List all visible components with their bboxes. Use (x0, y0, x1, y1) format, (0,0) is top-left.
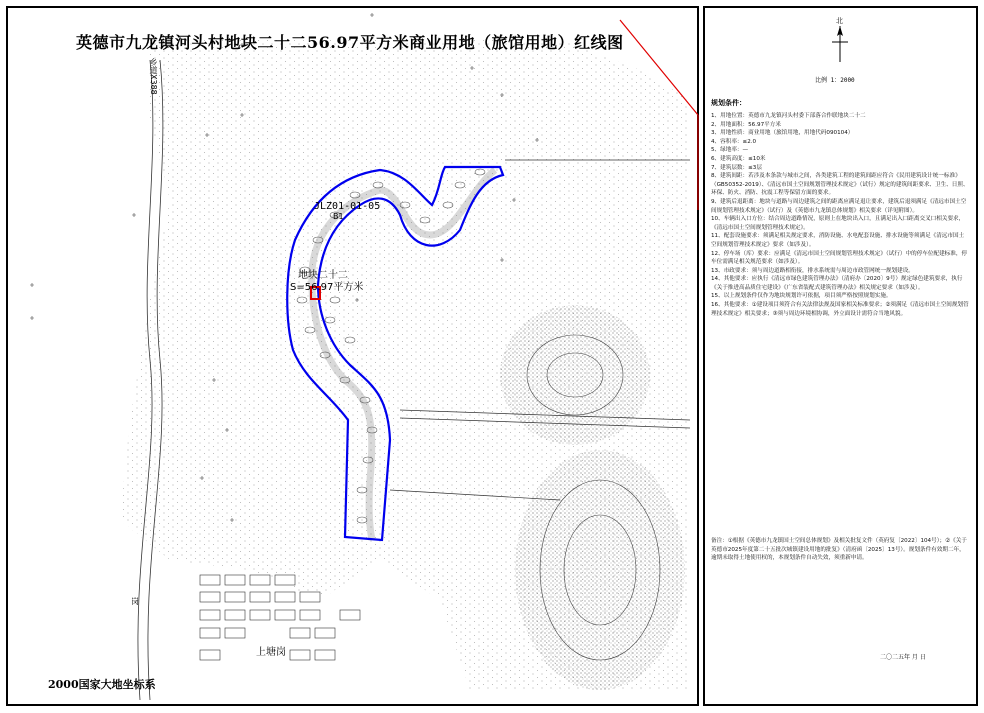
condition-item: 6、建筑高度：≤10米 (711, 155, 766, 162)
condition-item: 16、其他要求：①建设项目须符合有关法律法规及国家相关标准要求；②须满足《清远市国土空间规划管理技术规定》相关要求；③须与周边环境相协调，外立面设计需符合当地风貌。 (711, 302, 969, 317)
condition-item: 12、停车场（库）要求：应满足《清远市国土空间规划管理技术规定》（试行）中的停车位配建标准，停车位需满足相关规范要求（如涉及）。 (711, 250, 968, 266)
condition-item: 5、绿地率：— (711, 147, 749, 154)
condition-item: 14、其他要求：应执行《清远市绿色建筑管理办法》（清府办〔2020〕9号）规定绿色建筑要求，执行《关于推进高品质住宅建设》《广东省装配式建筑管理办法》相关规定要求（如涉及）。 (711, 276, 963, 291)
coordinate-system-label: 2000国家大地坐标系 (48, 678, 156, 691)
condition-item: 8、建筑间距：若涉及本条款与城市之间，各类建筑工程的建筑间距应符合《民用建筑设计统一标准》（GB50352-2019）、《清远市国土空间规划管理技术规定》（试行）规定的建筑间距要求、卫生、日照、环保、防火、消防、抗震工程等保留方面的要求。 (711, 173, 969, 197)
condition-item: 2、用地面积：56.97平方米 (711, 121, 781, 128)
block-id-label: JLZ01-01-05 (314, 201, 381, 212)
condition-item: 7、建筑层数：≤3层 (711, 164, 762, 171)
map-title: 英德市九龙镇河头村地块二十二56.97平方米商业用地（旅馆用地）红线图 (76, 33, 624, 52)
hill-south (515, 450, 685, 690)
road-label: 乡道X388 (149, 58, 158, 95)
condition-item: 11、配套设施要求：须满足相关规定要求，消防设施、水电配套设施、排水设施等须满足《清远市国土空间规划管理技术规定》要求（如涉及）。 (711, 233, 965, 248)
date-label: 二〇二五年 月 日 (880, 654, 926, 661)
plot-area-label: S=56.97平方米 (290, 282, 364, 293)
north-arrow-icon (820, 17, 860, 66)
condition-item: 10、车辆出入口方位：结合周边道路情况，原则上在地块出入口，且满足出入口距离交叉口相关要求，《清远市国土空间规划管理技术规定》。 (711, 216, 965, 231)
scale-label: 比例 1：2000 (815, 77, 855, 84)
plot-label: 地块二十二 (298, 270, 348, 281)
condition-item: 9、建筑后退距离：地块与道路与周边建筑之间的距离应满足退让要求，建筑后退须满足《清远市国土空间规划管理技术规定》（试行）及《英德市九龙镇总体规划》相关要求（详见附图）。 (711, 198, 967, 214)
conditions-list (711, 112, 969, 318)
gang-label: 岗 (131, 597, 139, 606)
condition-item: 13、市政要求：须与周边道路相衔接，排水系统需与周边市政管网统一规划建设。 (711, 267, 914, 274)
block-code-label: B1 (333, 212, 344, 221)
condition-item: 15、以上规划条件仅作为地块规划许可依据，项目须严格按照规划实施。 (711, 293, 892, 300)
north-label: 北 (836, 17, 843, 25)
condition-item: 1、用地位置：英德市九龙镇河头村委下部落合作联地块二十二 (711, 113, 866, 119)
conditions-title: 规划条件： (711, 99, 746, 107)
condition-item: 4、容积率：≤2.0 (711, 138, 757, 145)
condition-item: 3、用地性质：商业用地（旅馆用地，用地代码090104） (711, 130, 854, 137)
village-label: 上塘岗 (256, 647, 286, 658)
remarks-text: 备注：①根据《英德市九龙镇国土空间总体规划》及相关批复文件（英府复〔2022〕104号）；②《关于英德市2025年度第二十五批次城镇建设用地的批复》（清府函〔2025〕13号）。规划条件有效期二年，逾期未取得土地使用权的，本规划条件自动失效，须重新申请。 (711, 538, 967, 562)
